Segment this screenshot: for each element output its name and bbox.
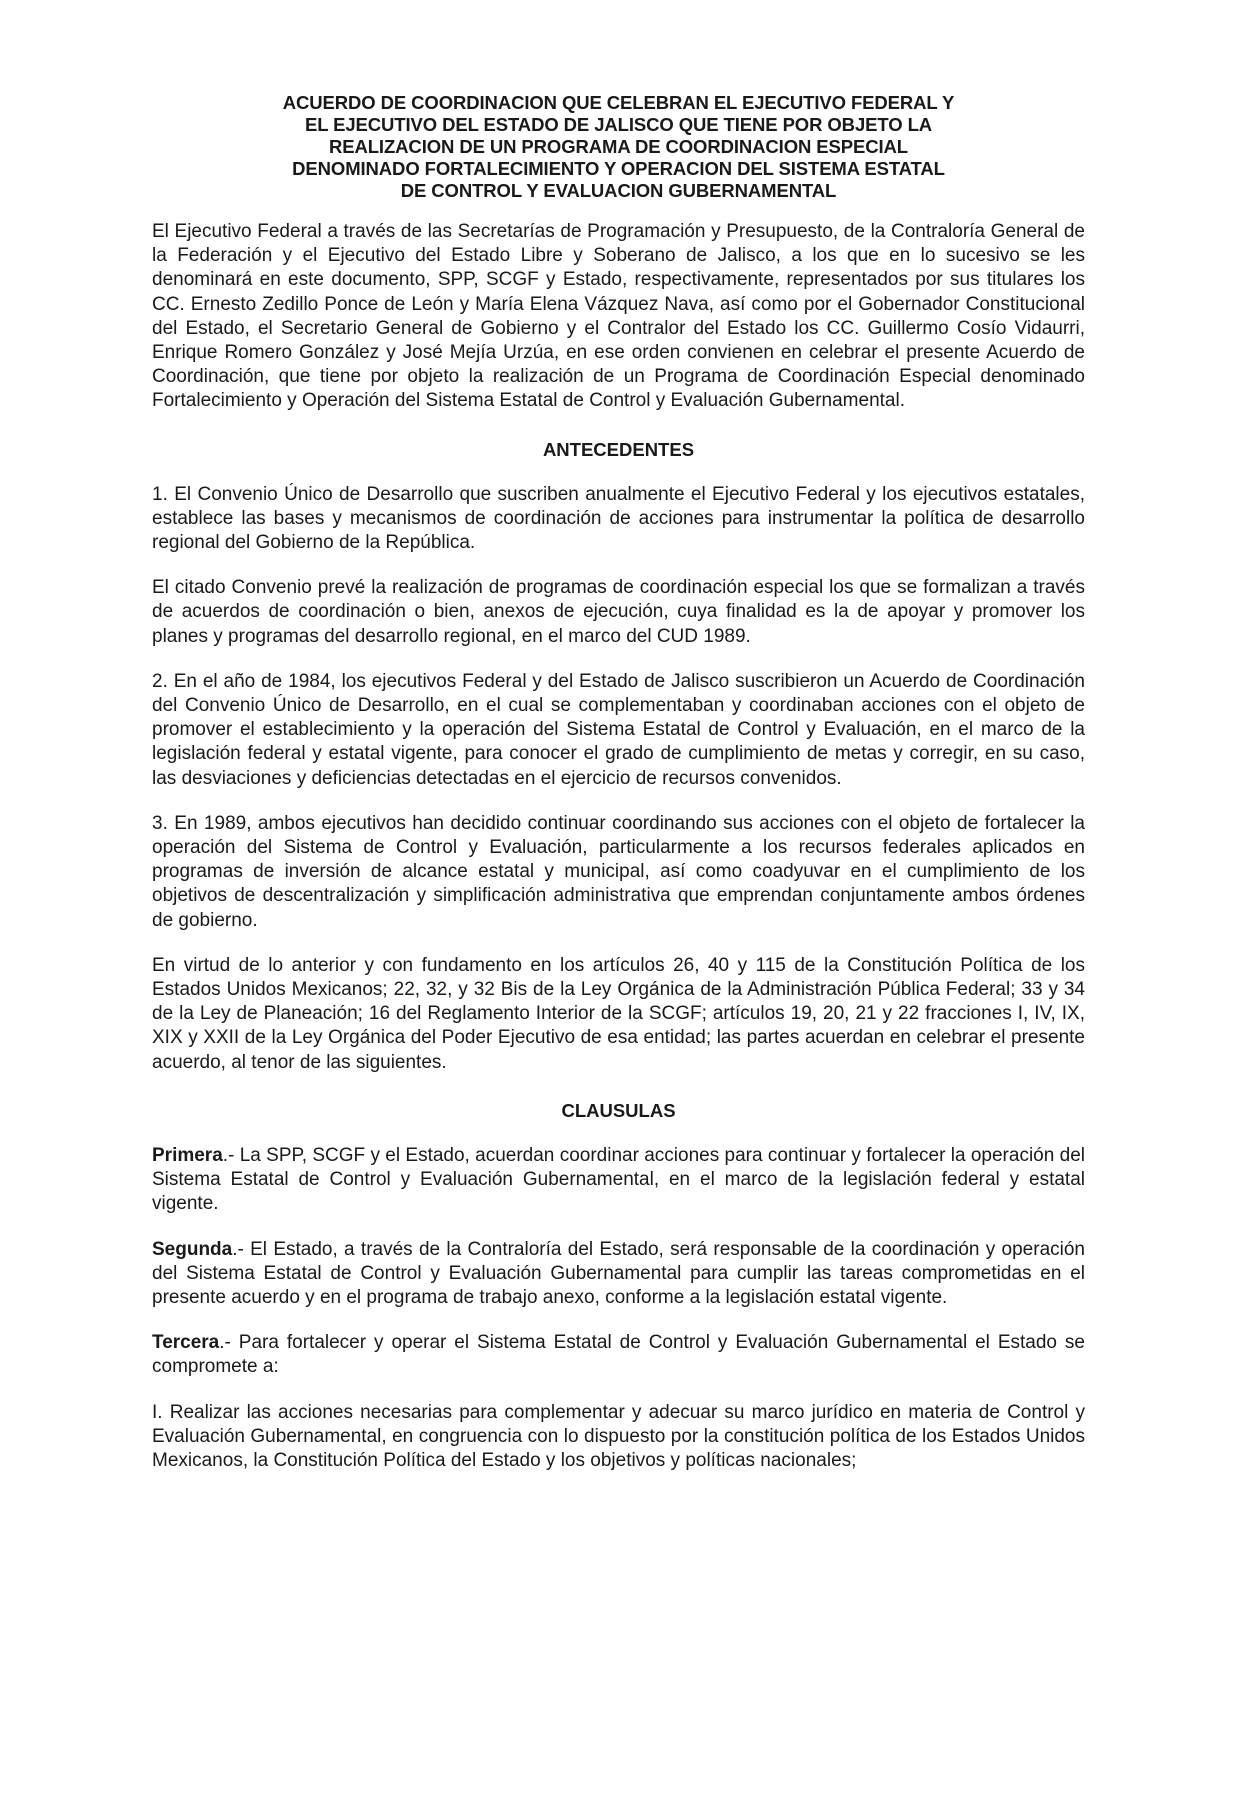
clausula-primera-text: .- La SPP, SCGF y el Estado, acuerdan coordinar acciones para continuar y fortalecer la operación del Sistema Estatal de Control y Evaluación Gubernamental, en el marco de la legislación federal y estatal vigente. xyxy=(152,1144,1085,1215)
antecedentes-heading: ANTECEDENTES xyxy=(542,438,695,460)
document-page xyxy=(152,92,1085,1473)
antecedente-3: 3. En 1989, ambos ejecutivos han decidido continuar coordinando sus acciones con el objeto de fortalecer la operación del Sistema de Control y Evaluación, particularmente a los recursos federales aplicados en programas de inversión de alcance estatal y municipal, así como coadyuvar en el cumplimiento de los objetivos de descentralización y simplificación administrativa que emprendan conjuntamente ambos órdenes de gobierno. xyxy=(152,812,1085,931)
clausulas-heading: CLAUSULAS xyxy=(561,1099,676,1121)
antecedente-2: 2. En el año de 1984, los ejecutivos Federal y del Estado de Jalisco suscribieron un Acuerdo de Coordinación del Convenio Único de Desarrollo, en el cual se complementaban y coordinaban acciones con el objeto de promover el establecimiento y la operación del Sistema Estatal de Control y Evaluación, en el marco de la legislación federal y estatal vigente, para conocer el grado de cumplimiento de metas y corregir, en su caso, las desviaciones y deficiencias detectadas en el ejercicio de recursos convenidos. xyxy=(152,670,1085,789)
clausula-segunda xyxy=(152,1238,1085,1311)
clausula-tercera-text: .- Para fortalecer y operar el Sistema Estatal de Control y Evaluación Gubernamental el Estado se compromete a: xyxy=(152,1332,1085,1378)
fundamento-paragraph: En virtud de lo anterior y con fundamento en los artículos 26, 40 y 115 de la Constitución Política de los Estados Unidos Mexicanos; 22, 32, y 32 Bis de la Ley Orgánica de la Administración Pública Federal; 33 y 34 de la Ley de Planeación; 16 del Reglamento Interior de la SCGF; artículos 19, 20, 21 y 22 fracciones I, IV, IX, XIX y XXII de la Ley Orgánica del Poder Ejecutivo de esa entidad; las partes acuerdan en celebrar el presente acuerdo, al tenor de las siguientes. xyxy=(152,954,1085,1073)
antecedente-1: 1. El Convenio Único de Desarrollo que suscriben anualmente el Ejecutivo Federal y los ejecutivos estatales, establece las bases y mecanismos de coordinación de acciones para instrumentar la política de desarrollo regional del Gobierno de la República. xyxy=(152,483,1085,554)
title-line: EL EJECUTIVO DEL ESTADO DE JALISCO QUE TIENE POR OBJETO LA xyxy=(304,114,933,135)
title-line: REALIZACION DE UN PROGRAMA DE COORDINACION ESPECIAL xyxy=(328,136,909,157)
title-line: DENOMINADO FORTALECIMIENTO Y OPERACION DEL SISTEMA ESTATAL xyxy=(292,158,945,179)
document-title xyxy=(152,92,1085,202)
antecedente-1-continued: El citado Convenio prevé la realización de programas de coordinación especial los que se formalizan a través de acuerdos de coordinación o bien, anexos de ejecución, cuya finalidad es la de apoyar y promover los planes y programas del desarrollo regional, en el marco del CUD 1989. xyxy=(152,577,1085,647)
clausula-primera xyxy=(152,1144,1085,1217)
clausula-tercera-item-i: I. Realizar las acciones necesarias para complementar y adecuar su marco jurídico en materia de Control y Evaluación Gubernamental, en congruencia con lo dispuesto por la constitución política de los Estados Unidos Mexicanos, la Constitución Política del Estado y los objetivos y políticas nacionales; xyxy=(152,1401,1085,1471)
title-line: DE CONTROL Y EVALUACION GUBERNAMENTAL xyxy=(400,180,837,201)
clausula-primera-label: Primera xyxy=(152,1144,223,1166)
clausula-segunda-text: .- El Estado, a través de la Contraloría del Estado, será responsable de la coordinación y operación del Sistema Estatal de Control y Evaluación Gubernamental para cumplir las tareas comprometidas en el presente acuerdo y en el programa de trabajo anexo, conforme a la legislación estatal vigente. xyxy=(152,1238,1085,1308)
clausula-tercera xyxy=(152,1331,1085,1379)
title-line: ACUERDO DE COORDINACION QUE CELEBRAN EL EJECUTIVO FEDERAL Y xyxy=(282,92,955,113)
clausula-segunda-label: Segunda xyxy=(152,1238,233,1260)
clausula-tercera-label: Tercera xyxy=(152,1332,220,1354)
intro-paragraph: El Ejecutivo Federal a través de las Secretarías de Programación y Presupuesto, de la Contraloría General de la Federación y el Ejecutivo del Estado Libre y Soberano de Jalisco, a los que en lo sucesivo se les denominará en este documento, SPP, SCGF y Estado, respectivamente, representados por sus titulares los CC. Ernesto Zedillo Ponce de León y María Elena Vázquez Nava, así como por el Gobernador Constitucional del Estado, el Secretario General de Gobierno y el Contralor del Estado los CC. Guillermo Cosío Vidaurri, Enrique Romero González y José Mejía Urzúa, en ese orden convienen en celebrar el presente Acuerdo de Coordinación, que tiene por objeto la realización de un Programa de Coordinación Especial denominado Fortalecimiento y Operación del Sistema Estatal de Control y Evaluación Gubernamental. xyxy=(152,221,1085,412)
